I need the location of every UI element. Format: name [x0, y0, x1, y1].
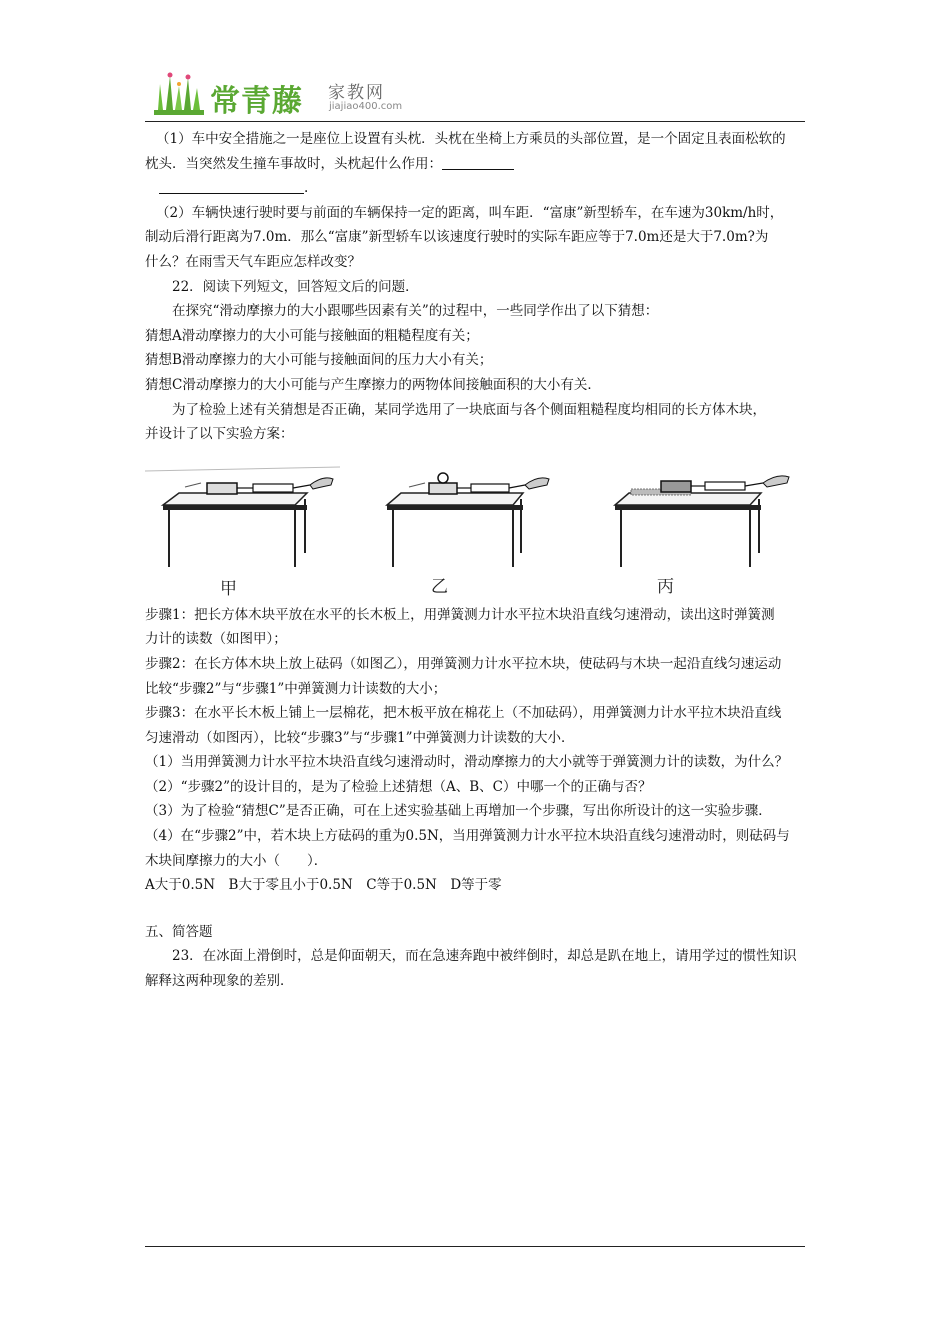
answer-blank: [442, 155, 514, 170]
step2-line2: 比较“步骤2”与“步骤1”中弹簧测力计读数的大小；: [145, 680, 447, 697]
figure-jia: [145, 465, 340, 575]
guess-c: 猜想C滑动摩擦力的大小可能与产生摩擦力的两物体间接触面积的大小有关．: [145, 376, 601, 393]
step1-line2: 力计的读数（如图甲）；: [145, 631, 287, 648]
figure-bing: [605, 465, 800, 575]
q22-question2: （2）“步骤2”的设计目的，是为了检验上述猜想（A、B、C）中哪一个的正确与否？: [145, 778, 652, 795]
step3-line2: 匀速滑动（如图丙），比较“步骤3”与“步骤1”中弹簧测力计读数的大小．: [145, 729, 575, 746]
section5-title: 五、简答题: [145, 923, 213, 940]
step3-line1: 步骤3：在水平长木板上铺上一层棉花，把木板平放在棉花上（不加砝码），用弹簧测力计水平拉木块沿直线: [145, 705, 782, 722]
method-line2: 并设计了以下实验方案：: [145, 426, 294, 443]
logo-subtitle: 家教网: [328, 83, 385, 103]
q21-part2-line3: 什么？在雨雪天气车距应怎样改变？: [145, 253, 361, 270]
q23-line2: 解释这两种现象的差别．: [145, 973, 294, 990]
site-logo: [150, 70, 410, 120]
header-rule: [145, 121, 805, 122]
answer-blank-long: [159, 179, 304, 194]
q22-question1: （1）当用弹簧测力计水平拉木块沿直线匀速滑动时，滑动摩擦力的大小就等于弹簧测力计的读数，为什么？: [145, 754, 789, 771]
period: .: [304, 180, 309, 197]
method-line1: 为了检验上述有关猜想是否正确，某同学选用了一块底面与各个侧面粗糙程度均相同的长方体木块，: [172, 401, 766, 418]
q23-line1: 23．在冰面上滑倒时，总是仰面朝天，而在急速奔跑中被绊倒时，却总是趴在地上，请用学过的惯性知识: [172, 948, 797, 965]
figure-label-jia: 甲: [220, 578, 237, 599]
q21-part1-line3: [145, 176, 807, 201]
q21-part1-text: 枕头．当突然发生撞车事故时，头枕起什么作用：: [145, 155, 442, 172]
figure-label-yi: 乙: [431, 576, 448, 597]
q21-part2-line2: 制动后滑行距离为7.0m．那么“富康”新型轿车以该速度行驶时的实际车距应等于7.0m还是大于7.0m?为: [145, 229, 769, 246]
step1-line1: 步骤1：把长方体木块平放在水平的长木板上，用弹簧测力计水平拉木块沿直线匀速滑动，读出这时弹簧测: [145, 606, 775, 623]
q21-part1-line1: （1）车中安全措施之一是座位上设置有头枕．头枕在坐椅上方乘员的头部位置，是一个固定且表面松软的: [156, 131, 786, 147]
document-body: [145, 127, 807, 994]
q21-part1-line2: [145, 152, 807, 177]
figure-label-bing: 丙: [657, 576, 674, 597]
spacer: [145, 898, 807, 920]
guess-b: 猜想B滑动摩擦力的大小可能与接触面间的压力大小有关；: [145, 352, 493, 369]
footer-rule: [145, 1246, 805, 1247]
q22-options: A大于0.5N B大于零且小于0.5N C等于0.5N D等于零: [145, 877, 502, 894]
logo-url: jiajiao400.com: [329, 101, 403, 112]
figure-yi: [373, 465, 558, 575]
q22-intro: 在探究“滑动摩擦力的大小跟哪些因素有关”的过程中，一些同学作出了以下猜想：: [172, 303, 659, 320]
grass-logo-icon: [150, 70, 208, 118]
q22-question4-line2: 木块间摩擦力的大小（ ）．: [145, 852, 328, 869]
q21-part2-line1: （2）车辆快速行驶时要与前面的车辆保持一定的距离，叫车距．“富康”新型轿车，在车速为30km/h时，: [156, 204, 784, 221]
q22-question3: （3）为了检验“猜想C”是否正确，可在上述实验基础上再增加一个步骤，写出你所设计的这一实验步骤．: [145, 803, 772, 820]
step2-line1: 步骤2：在长方体木块上放上砝码（如图乙），用弹簧测力计水平拉木块，使砝码与木块一起沿直线匀速运动: [145, 655, 782, 672]
q22-title: 22．阅读下列短文，回答短文后的问题．: [172, 278, 419, 295]
guess-a: 猜想A滑动摩擦力的大小可能与接触面的粗糙程度有关；: [145, 327, 479, 344]
q22-question4-line1: （4）在“步骤2”中，若木块上方砝码的重为0.5N，当用弹簧测力计水平拉木块沿直线匀速滑动时，则砝码与: [145, 828, 790, 845]
experiment-figures: [145, 455, 807, 603]
logo-name: 常青藤: [210, 84, 303, 119]
